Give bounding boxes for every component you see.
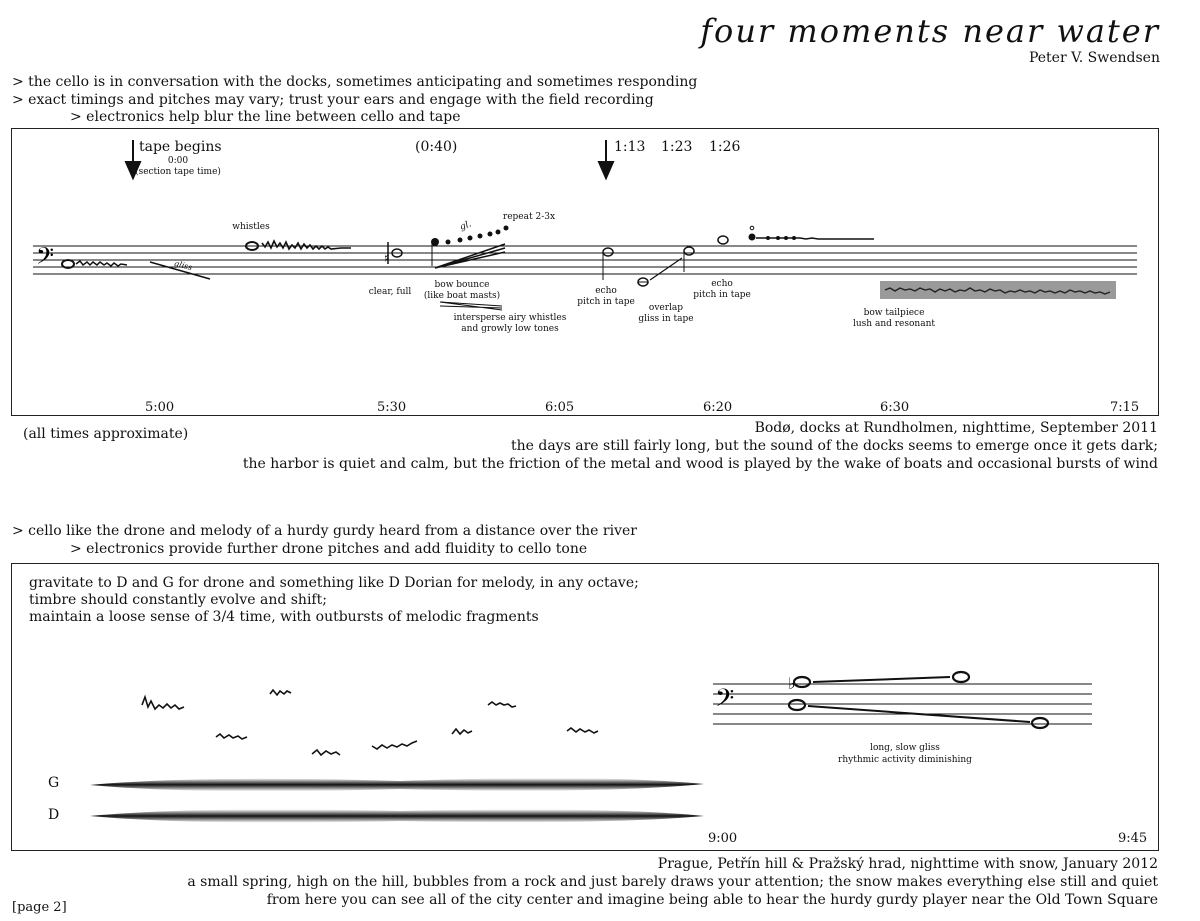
repeat-label: repeat 2-3x	[502, 212, 556, 222]
arrow-down-icon	[599, 140, 613, 178]
gliss-label: gliss	[173, 258, 194, 273]
box-text-3: maintain a loose sense of 3/4 time, with outbursts of melodic fragments	[29, 609, 539, 625]
time-6-05: 6:05	[545, 400, 575, 415]
instruction-1: > the cello is in conversation with the docks, sometimes anticipating and sometimes responding	[12, 74, 698, 90]
instruction-2-1: > cello like the drone and melody of a hurdy gurdy heard from a distance over the river	[12, 523, 637, 539]
page-number: [page 2]	[12, 900, 67, 915]
tape-time-note: (section tape time)	[135, 167, 221, 177]
pitch-in-tape-2: pitch in tape	[693, 290, 751, 300]
bow-bounce-label: bow bounce	[434, 280, 490, 290]
clear-full-label: clear, full	[368, 287, 412, 297]
tape-begins-label: tape begins	[139, 139, 222, 155]
intersperse-label-1: intersperse airy whistles	[453, 313, 567, 323]
place2-line-2: a small spring, high on the hill, bubbles from a rock and just barely draws your attention; the snow makes everything else still and quiet	[187, 874, 1158, 890]
gliss-note-2: rhythmic activity diminishing	[838, 755, 972, 765]
bass-clef-icon: 𝄢	[715, 684, 735, 719]
bass-clef-icon: 𝄢	[36, 242, 55, 275]
mark-1-23: 1:23	[661, 139, 693, 155]
time-7-15: 7:15	[1110, 400, 1140, 415]
pitch-in-tape-1: pitch in tape	[577, 297, 635, 307]
place-line-1: Bodø, docks at Rundholmen, nighttime, September 2011	[754, 420, 1158, 436]
whistles-label: whistles	[232, 222, 270, 232]
intersperse-label-2: and growly low tones	[461, 324, 559, 334]
mark-0-40: (0:40)	[415, 139, 458, 155]
mark-1-13: 1:13	[614, 139, 646, 155]
tape-time: 0:00	[167, 156, 189, 166]
echo-label-2: echo	[711, 279, 733, 289]
drone-d-label: D	[48, 807, 60, 823]
time-9-45: 9:45	[1118, 831, 1148, 846]
composer-name: Peter V. Swendsen	[1028, 50, 1160, 66]
instruction-2: > exact timings and pitches may vary; trust your ears and engage with the field recording	[12, 92, 654, 108]
gliss-in-tape-label: gliss in tape	[638, 314, 694, 324]
drone-g-label: G	[48, 775, 60, 791]
echo-label-1: echo	[595, 286, 617, 296]
lush-label: lush and resonant	[853, 319, 935, 329]
svg-text:♭: ♭	[788, 674, 796, 693]
instruction-2-2: > electronics provide further drone pitches and add fluidity to cello tone	[70, 541, 588, 557]
time-6-30: 6:30	[880, 400, 910, 415]
boat-masts-label: (like boat masts)	[423, 291, 501, 301]
overlap-label: overlap	[648, 303, 684, 313]
time-9-00: 9:00	[708, 831, 738, 846]
piece-title: four moments near water	[700, 12, 1160, 50]
box-text-1: gravitate to D and G for drone and something like D Dorian for melody, in any octave;	[29, 575, 639, 591]
place-line-2: the days are still fairly long, but the sound of the docks seems to emerge once it gets dark;	[511, 438, 1158, 454]
place2-line-1: Prague, Petřín hill & Pražský hrad, nighttime with snow, January 2012	[657, 856, 1158, 872]
bow-tailpiece-label: bow tailpiece	[863, 308, 925, 318]
place-line-3: the harbor is quiet and calm, but the friction of the metal and wood is played by the wake of boats and occasional bursts of wind	[242, 456, 1158, 472]
approx-note: (all times approximate)	[23, 426, 189, 442]
time-5-00: 5:00	[145, 400, 175, 415]
gl-label: gl.	[458, 219, 473, 233]
instruction-3: > electronics help blur the line between cello and tape	[70, 109, 461, 125]
svg-text:♯: ♯	[384, 251, 390, 265]
place2-line-3: from here you can see all of the city center and imagine being able to hear the hurdy gurdy player near the Old Town Square	[266, 892, 1158, 908]
box-text-2: timbre should constantly evolve and shift;	[29, 592, 327, 608]
time-5-30: 5:30	[377, 400, 407, 415]
gliss-note-1: long, slow gliss	[870, 743, 940, 753]
staff-1	[33, 246, 1137, 274]
time-6-20: 6:20	[703, 400, 733, 415]
mark-1-26: 1:26	[709, 139, 741, 155]
